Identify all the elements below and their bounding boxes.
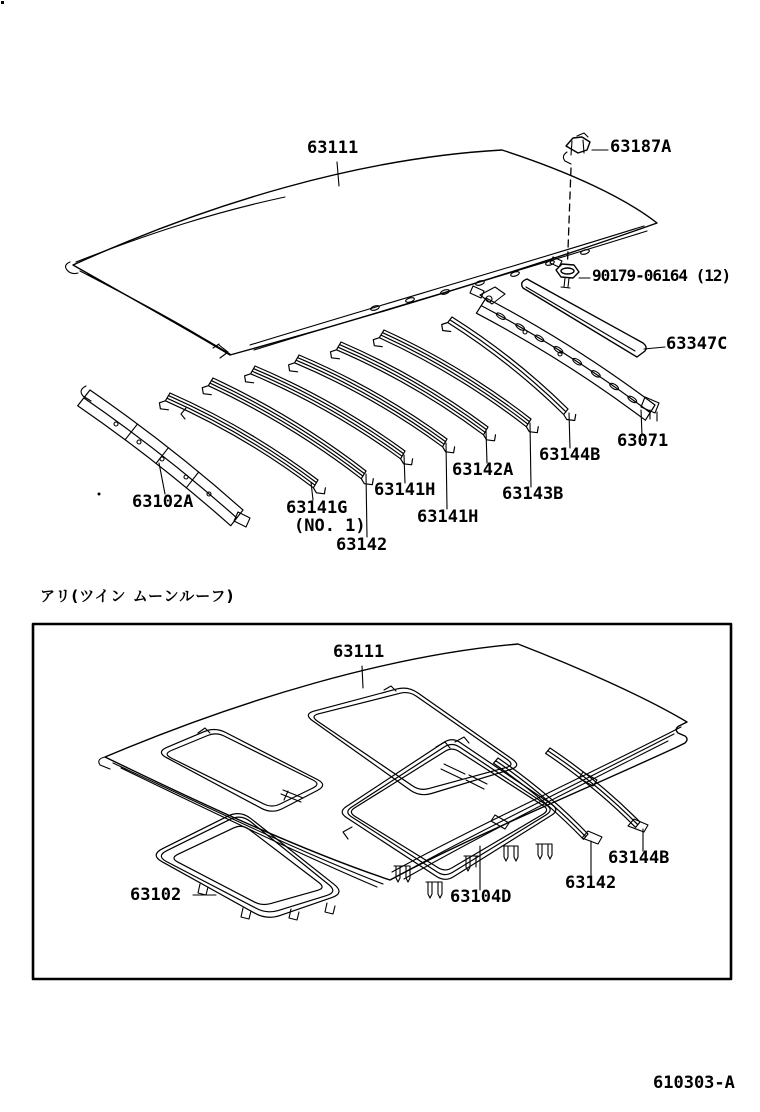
part-label-63071: 63071 <box>617 431 669 451</box>
part-label-63111-bottom: 63111 <box>333 642 385 662</box>
part-label-63111-top: 63111 <box>307 138 359 158</box>
part-label-63187A: 63187A <box>610 137 672 157</box>
part-label-90179-06164: 90179-06164 (12) <box>592 266 731 285</box>
part-label-63102A: 63102A <box>132 492 194 512</box>
roof-clip-63187A <box>563 133 590 164</box>
part-label-63102: 63102 <box>130 885 182 905</box>
part-label-63142-bottom: 63142 <box>565 873 617 893</box>
part-label-63104D: 63104D <box>450 887 512 907</box>
drawing-code: 610303-A <box>653 1073 735 1093</box>
part-label-63141G-no1: (NO. 1) <box>294 516 366 536</box>
part-label-63144B-top: 63144B <box>539 445 601 465</box>
part-label-63142A: 63142A <box>452 460 514 480</box>
moonroof-glass-frame-63102 <box>156 814 339 920</box>
part-label-63141H-a: 63141H <box>374 480 436 500</box>
part-label-63144B-bottom: 63144B <box>608 848 670 868</box>
part-label-63142-top: 63142 <box>336 535 388 555</box>
part-label-63141G: 63141G <box>286 498 348 518</box>
part-label-63141H-b: 63141H <box>417 507 479 527</box>
roof-rail-63347C <box>522 279 646 357</box>
rear-moonroof-opening <box>308 688 516 795</box>
roof-bow-63142-bottom <box>494 758 603 844</box>
roof-bow-63144B-top <box>442 317 576 421</box>
roof-bow-63143B <box>373 330 538 433</box>
bolt-90179-06164 <box>556 264 579 288</box>
roof-bow-63144B-bottom <box>546 748 648 832</box>
part-label-63347C: 63347C <box>666 334 728 354</box>
leader-lines-bottom <box>193 666 643 895</box>
moonroof-housing-63104D <box>342 737 556 898</box>
twin-moonroof-caption: アリ(ツイン ムーンルーフ) <box>40 587 235 605</box>
scan-artifacts <box>1 1 101 496</box>
twin-moonroof-frame-box <box>33 624 731 979</box>
part-label-63143B: 63143B <box>502 484 564 504</box>
